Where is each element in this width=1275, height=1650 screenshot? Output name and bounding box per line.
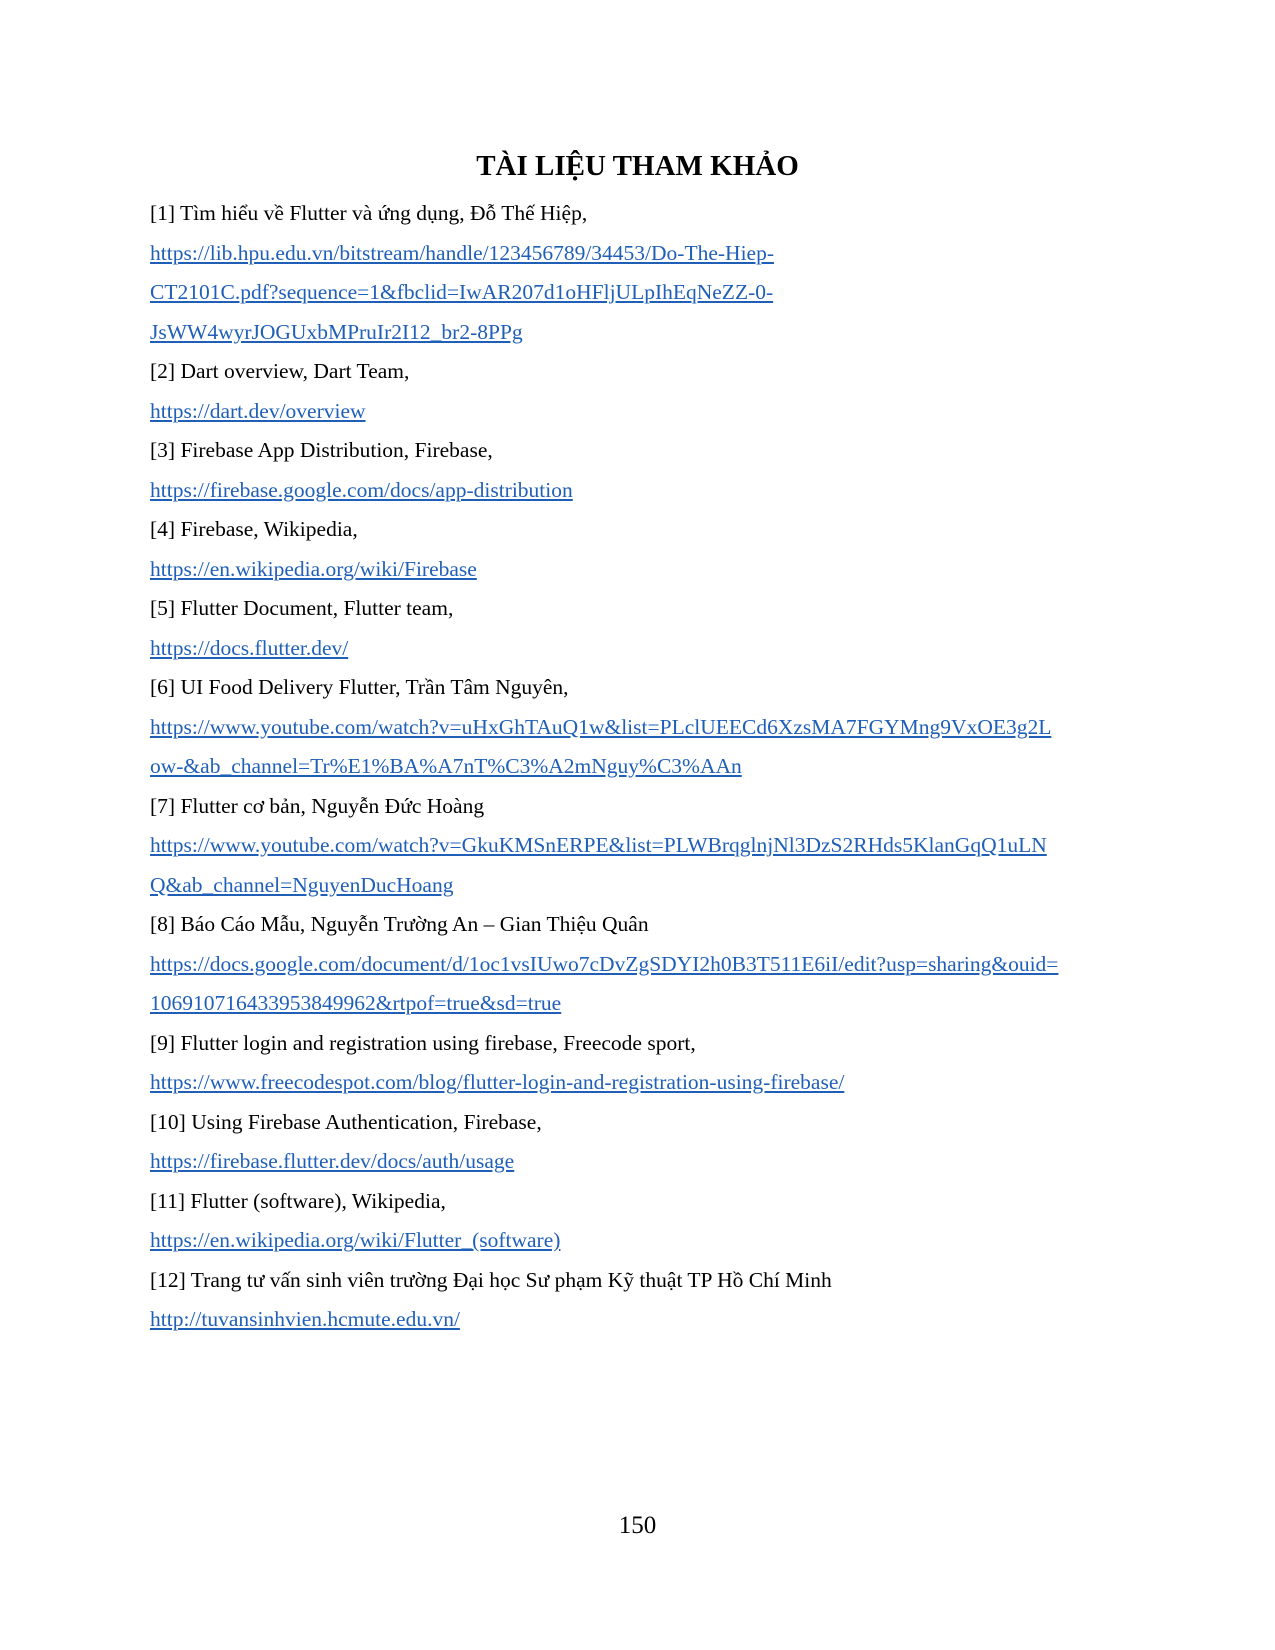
reference-11-link[interactable]: https://en.wikipedia.org/wiki/Flutter_(software) [150, 1228, 561, 1252]
reference-3-link[interactable]: https://firebase.google.com/docs/app-distribution [150, 477, 573, 502]
page-number: 150 [618, 1512, 657, 1539]
reference-1-text: [1] Tìm hiểu về Flutter và ứng dụng, Đỗ Thế Hiệp, [150, 201, 588, 225]
reference-2-link[interactable]: https://dart.dev/overview [150, 398, 366, 423]
reference-7-text: [7] Flutter cơ bản, Nguyễn Đức Hoàng [150, 793, 485, 818]
reference-9-link[interactable]: https://www.freecodespot.com/blog/flutter-login-and-registration-using-firebase/ [150, 1070, 845, 1094]
reference-10-link[interactable]: https://firebase.flutter.dev/docs/auth/usage [150, 1149, 515, 1173]
reference-5-link[interactable]: https://docs.flutter.dev/ [150, 635, 349, 660]
reference-8-text: [8] Báo Cáo Mẫu, Nguyễn Trường An – Gian Thiệu Quân [150, 912, 649, 936]
reference-6-link-line-1[interactable]: https://www.youtube.com/watch?v=uHxGhTAuQ1w&list=PLclUEECd6XzsMA7FGYMng9VxOE3g2L [150, 714, 1052, 739]
reference-7-link-line-1[interactable]: https://www.youtube.com/watch?v=GkuKMSnERPE&list=PLWBrqglnjNl3DzS2RHds5KlanGqQ1uLN [150, 833, 1047, 857]
reference-1-link-line-3[interactable]: JsWW4wyrJOGUxbMPruIr2I12_br2-8PPg [150, 319, 523, 344]
reference-1-link-line-1[interactable]: https://lib.hpu.edu.vn/bitstream/handle/123456789/34453/Do-The-Hiep- [150, 240, 775, 265]
reference-12-text: [12] Trang tư vấn sinh viên trường Đại học Sư phạm Kỹ thuật TP Hồ Chí Minh [150, 1267, 832, 1292]
reference-5-text: [5] Flutter Document, Flutter team, [150, 596, 454, 620]
reference-4-link[interactable]: https://en.wikipedia.org/wiki/Firebase [150, 556, 477, 581]
reference-list [150, 194, 1150, 1340]
reference-4-text: [4] Firebase, Wikipedia, [150, 517, 358, 541]
reference-6-text: [6] UI Food Delivery Flutter, Trần Tâm Nguyên, [150, 675, 569, 699]
reference-8-link-line-2[interactable]: 106910716433953849962&rtpof=true&sd=true [150, 991, 562, 1015]
reference-7-link-line-2[interactable]: Q&ab_channel=NguyenDucHoang [150, 872, 454, 897]
reference-8-link-line-1[interactable]: https://docs.google.com/document/d/1oc1vsIUwo7cDvZgSDYI2h0B3T511E6iI/edit?usp=sharing&ouid= [150, 951, 1059, 976]
reference-6-link-line-2[interactable]: ow-&ab_channel=Tr%E1%BA%A7nT%C3%A2mNguy%C3%AAn [150, 754, 742, 778]
page-title: TÀI LIỆU THAM KHẢO [476, 150, 799, 182]
reference-3-text: [3] Firebase App Distribution, Firebase, [150, 438, 493, 462]
reference-10-text: [10] Using Firebase Authentication, Firebase, [150, 1109, 542, 1134]
reference-9-text: [9] Flutter login and registration using firebase, Freecode sport, [150, 1030, 696, 1055]
reference-1-link-line-2[interactable]: CT2101C.pdf?sequence=1&fbclid=IwAR207d1oHFljULpIhEqNeZZ-0- [150, 280, 774, 304]
reference-2-text: [2] Dart overview, Dart Team, [150, 359, 410, 383]
reference-12-link[interactable]: http://tuvansinhvien.hcmute.edu.vn/ [150, 1307, 460, 1331]
reference-11-text: [11] Flutter (software), Wikipedia, [150, 1188, 446, 1213]
